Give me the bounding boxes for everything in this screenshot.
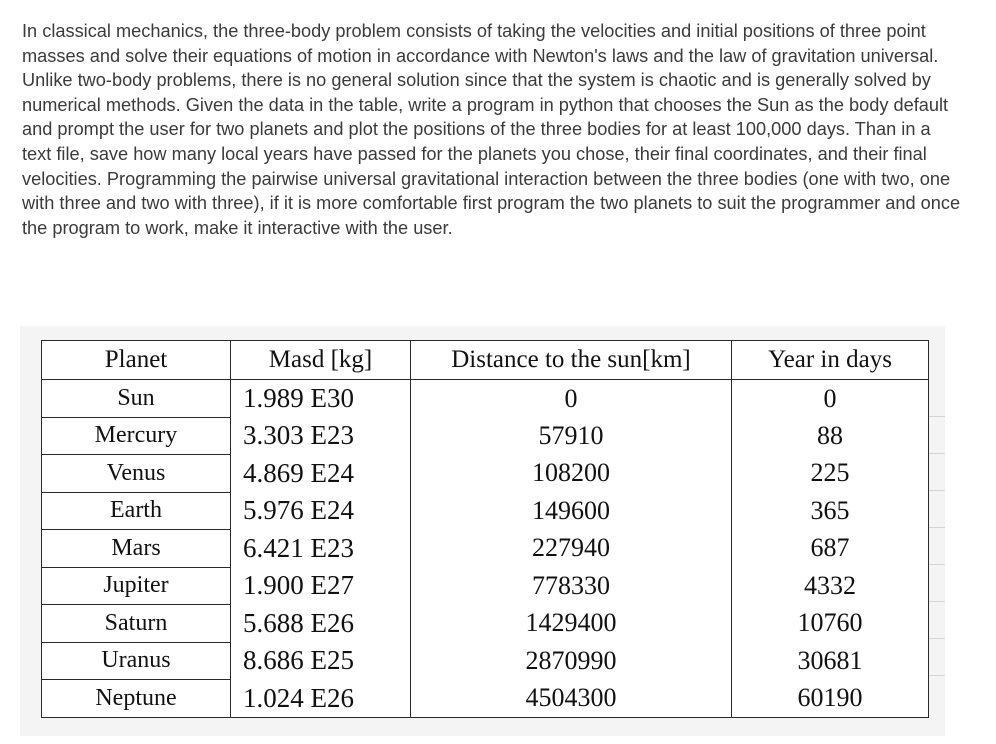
planet-name-cell: Saturn: [42, 605, 231, 643]
table-row: [42, 417, 929, 455]
mass-cell: 5.976 E24: [231, 492, 411, 530]
table-row: [42, 530, 929, 568]
planet-name-cell: Venus: [42, 455, 231, 493]
planet-name-cell: Mars: [42, 530, 231, 568]
planet-name-cell: Sun: [42, 380, 231, 418]
year-cell: 687: [732, 530, 929, 568]
header-year: Year in days: [732, 341, 929, 380]
table-row: [42, 492, 929, 530]
mass-cell: 3.303 E23: [231, 417, 411, 455]
year-cell: 365: [732, 492, 929, 530]
year-cell: 30681: [732, 642, 929, 680]
table-row: [42, 680, 929, 718]
distance-cell: 149600: [411, 492, 732, 530]
year-cell: 0: [732, 380, 929, 418]
table-row: [42, 567, 929, 605]
mass-cell: 4.869 E24: [231, 455, 411, 493]
header-mass: Masd [kg]: [231, 341, 411, 380]
mass-cell: 1.989 E30: [231, 380, 411, 418]
planet-name-cell: Jupiter: [42, 567, 231, 605]
mass-cell: 5.688 E26: [231, 605, 411, 643]
table-row: [42, 605, 929, 643]
distance-cell: 227940: [411, 530, 732, 568]
mass-cell: 1.900 E27: [231, 567, 411, 605]
planet-data-table: [41, 340, 929, 718]
header-planet: Planet: [42, 341, 231, 380]
planet-name-cell: Uranus: [42, 642, 231, 680]
year-cell: 225: [732, 455, 929, 493]
header-distance: Distance to the sun[km]: [411, 341, 732, 380]
year-cell: 88: [732, 417, 929, 455]
question-text: In classical mechanics, the three-body problem consists of taking the velocities and initial positions of three point masses and solve their equations of motion in accordance with Newton's laws and the law of gravitation universal. Unlike two-body problems, there is no general solution since that the system is chaotic and is generally solved by numerical methods. Given the data in the table, write a program in python that chooses the Sun as the body default and prompt the user for two planets and plot the positions of the three bodies for at least 100,000 days. Than in a text file, save how many local years have passed for the planets you chose, their final coordinates, and their final velocities. Programming the pairwise universal gravitational interaction between the three bodies (one with two, one with three and two with three), if it is more comfortable first program the two planets to suit the programmer and once the program to work, make it interactive with the user.: [22, 21, 961, 238]
table-header-row: [42, 341, 929, 380]
table-row: [42, 455, 929, 493]
year-cell: 60190: [732, 680, 929, 718]
planet-name-cell: Mercury: [42, 417, 231, 455]
year-cell: 10760: [732, 605, 929, 643]
distance-cell: 2870990: [411, 642, 732, 680]
year-cell: 4332: [732, 567, 929, 605]
mass-cell: 8.686 E25: [231, 642, 411, 680]
mass-cell: 6.421 E23: [231, 530, 411, 568]
table-row: [42, 642, 929, 680]
distance-cell: 108200: [411, 455, 732, 493]
planet-name-cell: Earth: [42, 492, 231, 530]
planet-name-cell: Neptune: [42, 680, 231, 718]
distance-cell: 778330: [411, 567, 732, 605]
distance-cell: 4504300: [411, 680, 732, 718]
mass-cell: 1.024 E26: [231, 680, 411, 718]
table-row: [42, 380, 929, 418]
distance-cell: 1429400: [411, 605, 732, 643]
distance-cell: 57910: [411, 417, 732, 455]
distance-cell: 0: [411, 380, 732, 418]
